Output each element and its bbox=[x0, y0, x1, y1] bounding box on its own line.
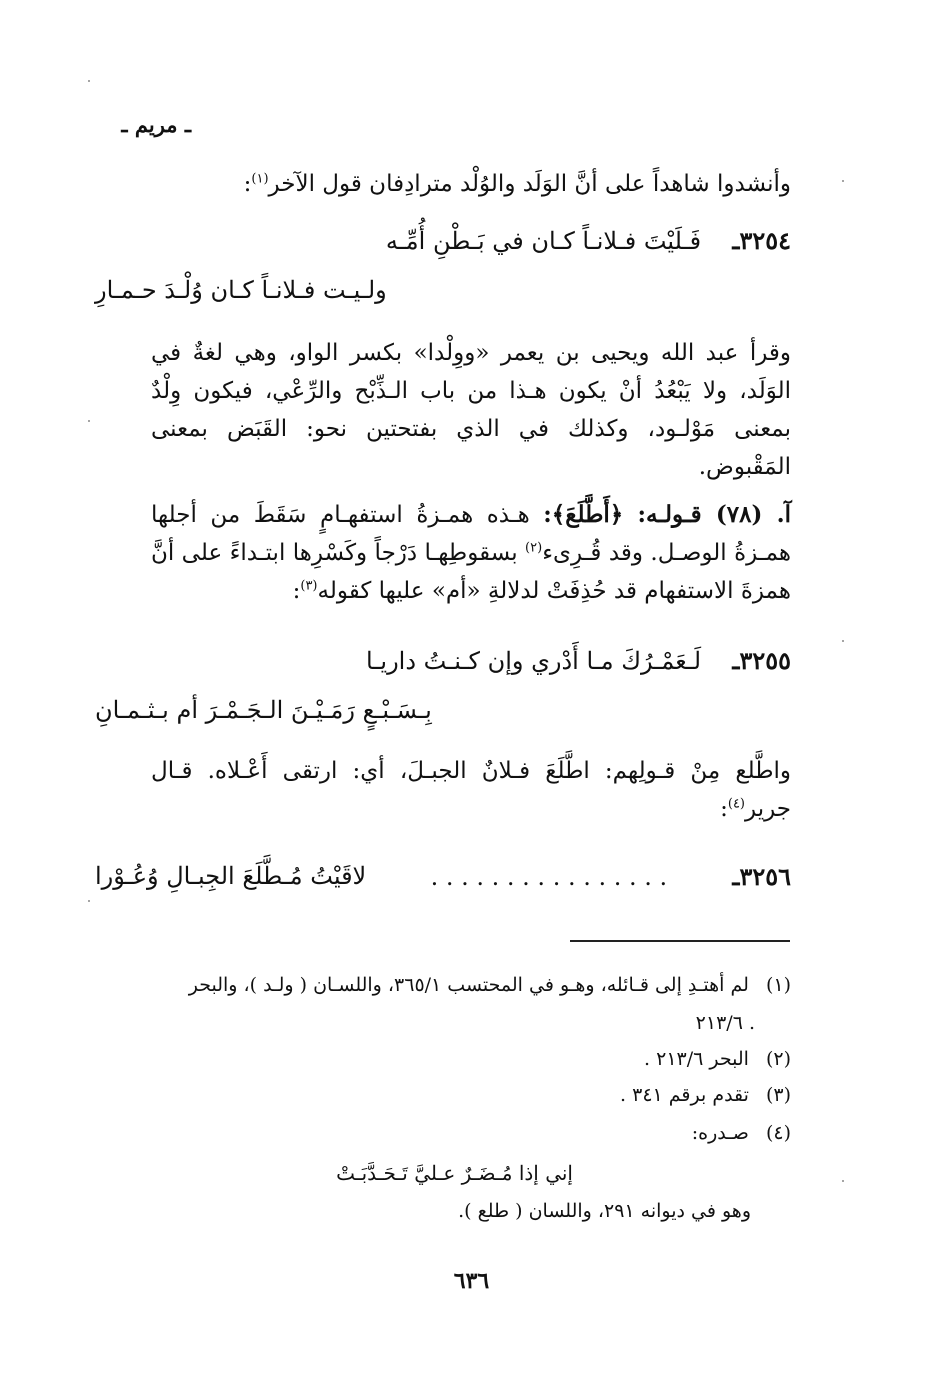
intro-line bbox=[244, 168, 791, 200]
footnote-3 bbox=[620, 1080, 791, 1110]
verse-number: ٣٢٥٦ـ bbox=[732, 862, 791, 891]
paragraph-1: وقرأ عبد الله ويحيى بن يعمر «ووِلْدا» بكسر الواو، وهي لغةٌ في الوَلَد، ولا يَبْعُدُ أنْ يكون هـذا من باب الـذِّبْح والرِّعْي، فيكون وِلْدٌ بمعنى مَوْلـود، وكذلك في الذي بفتحتين نحو: القَبَض بمعنى المَقْبوض. bbox=[151, 340, 791, 480]
verse-hemistich: فَـلَيْتَ فـلانـاً كـان في بَـطْنِ أُمِّـه bbox=[385, 227, 702, 255]
footnote-ref: (٤) bbox=[727, 796, 745, 812]
footnote-source: وهو في ديوانه ٢٩١، واللسان ( طلع ). bbox=[458, 1200, 751, 1222]
footnote-text: البحر ٢١٣/٦ . bbox=[644, 1048, 749, 1070]
paragraph-text: واطَّلع مِنْ قـولِهم: اطَّلَعَ فـلانٌ الجبـلَ، أي: ارتقى أَعْـلاه. قـال جرير bbox=[151, 758, 791, 822]
intro-text: وأنشدوا شاهداً على أنَّ الوَلَد والوُلْد مترادِفان قول الآخر bbox=[268, 171, 791, 197]
footnote-text: تقدم برقم ٣٤١ . bbox=[620, 1084, 749, 1106]
verse-3255-second: بِـسَـبْـعٍ رَمَـيْـنَ الـجَـمْـرَ أم بـثـمـانِ bbox=[95, 696, 432, 724]
footnote-text: صـدره: bbox=[691, 1122, 749, 1144]
footnote-ref: (٢) bbox=[525, 540, 543, 556]
paragraph-text: هـذه همـزةُ استفهـامٍ سَقَطَ من أجلها همـزةُ الوصـل. وقد قُـرِىء bbox=[151, 502, 791, 566]
scan-speck bbox=[842, 640, 844, 642]
verse-3254-second: ولـيـت فـلانـاً كـان وُلْـدَ حـمـارِ bbox=[95, 276, 387, 304]
paragraph-2 bbox=[151, 496, 791, 610]
verse-3256-first bbox=[431, 862, 791, 891]
scan-speck bbox=[842, 180, 844, 182]
footnote-number: (٤) bbox=[765, 1122, 791, 1144]
footnote-ref: (١) bbox=[251, 171, 269, 187]
scan-speck bbox=[88, 420, 90, 422]
footnote-number: (٢) bbox=[765, 1048, 791, 1070]
paragraph-text: بسقوطِهـا دَرْجاً وكَسْرِها ابتـداءً على أنَّ همزةَ الاستفهام قد حُذِفَتْ لدلالةِ «أم» عليها كقوله bbox=[151, 540, 791, 604]
footnote-separator bbox=[570, 940, 790, 942]
scan-speck bbox=[842, 1180, 844, 1182]
footnote-text: لم أهتـدِ إلى قـائله، وهـو في المحتسب ٣٦٥/١، واللسـان ( ولـد )، والبحر bbox=[188, 974, 749, 996]
verse-reference: آ. (٧٨) قـولـه: ﴿أَطَّلَعَ﴾: bbox=[543, 501, 791, 528]
footnote-1 bbox=[189, 970, 791, 1000]
footnote-verse: إني إذا مُـضَـرٌ عـليَّ تَـحَـدَّبَـتْ bbox=[336, 1161, 573, 1185]
scan-speck bbox=[88, 80, 90, 82]
page-number: ٦٣٦ bbox=[453, 1268, 490, 1294]
colon: : bbox=[292, 578, 301, 604]
footnote-2 bbox=[644, 1044, 791, 1074]
verse-ellipsis: . . . . . . . . . . . . . . . . bbox=[430, 863, 668, 891]
scan-speck bbox=[88, 900, 90, 902]
footnote-number: (٣) bbox=[765, 1084, 791, 1106]
verse-number: ٣٢٥٤ـ bbox=[732, 226, 791, 255]
paragraph-3 bbox=[151, 752, 791, 828]
verse-3256-second: لاقَيْتُ مُـطَّلَعَ الجِبـالِ وُعُـوْرا bbox=[95, 862, 367, 890]
verse-3254-first bbox=[386, 226, 791, 255]
footnote-number: (١) bbox=[765, 974, 791, 996]
verse-hemistich: لَـعَمْـرُكَ مـا أَدْري وإن كـنـتُ داريـا bbox=[366, 647, 702, 675]
footnote-1-continuation: ٢١٣/٦ . bbox=[695, 1012, 755, 1034]
verse-3255-first bbox=[366, 646, 791, 675]
footnote-4 bbox=[692, 1118, 791, 1148]
colon: : bbox=[720, 796, 728, 822]
running-header: ـ مريم ـ bbox=[121, 112, 191, 137]
intro-colon: : bbox=[243, 171, 252, 197]
verse-number: ٣٢٥٥ـ bbox=[732, 646, 791, 675]
footnote-ref: (٣) bbox=[300, 578, 318, 594]
